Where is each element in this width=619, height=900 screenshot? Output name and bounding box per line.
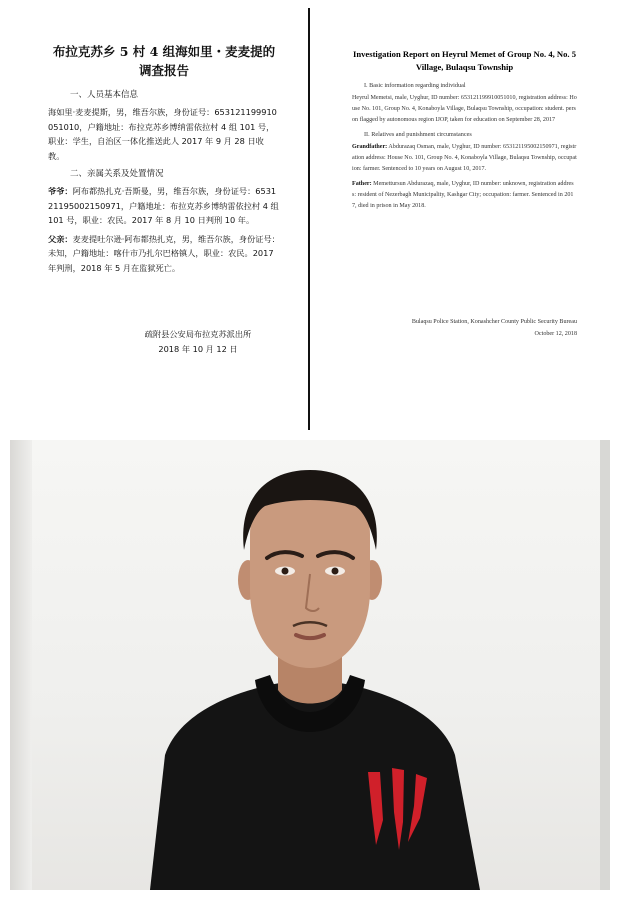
english-section-2-heading: II. Relatives and punishment circumstances <box>364 131 472 138</box>
english-father-paragraph <box>352 179 577 212</box>
english-person-paragraph: Heyrul Memetsi, male, Uyghur, ID number: 653121199910051010, registration address: House No. 101, Group No. 4, Konaboyla Village, Bulaqsu Township, occupation: student. person flagged by autonomous region IJOP, taken for education on September 28, 2017 <box>352 95 577 123</box>
chinese-grandfather-paragraph <box>48 184 280 228</box>
english-section-1-heading: I. Basic information regarding individual <box>364 82 466 89</box>
chinese-father-label: 父亲： <box>48 233 73 244</box>
portrait-photo <box>10 440 610 890</box>
chinese-section-2-heading: 二、亲属关系及处置情况 <box>70 169 164 179</box>
chinese-report-footer <box>48 327 280 356</box>
photo-backdrop-shadow <box>10 440 32 890</box>
english-report-title: Investigation Report on Heyrul Memet of Group No. 4, No. 5 Village, Bulaqsu Township <box>352 49 577 72</box>
chinese-grandfather-text: 阿布都热扎克·吾斯曼，男，维吾尔族，身份证号：653121195002150971，户籍地址：布拉克苏乡博纳雷依拉村 4 组 101 号，职业：农民。2017 年 8 月 10 日判刑 10 年。 <box>48 186 279 225</box>
chinese-person-paragraph: 海如里·麦麦提斯，男，维吾尔族，身份证号：653121199910051010，户籍地址：布拉克苏乡博纳雷依拉村 4 组 101 号，职业：学生，自治区一体化推送此人 2017 年 9 月 28 日收教。 <box>48 107 277 161</box>
english-grandfather-text: Abdurazaq Osman, male, Uyghur, ID number: 653121195002150971, registration address: House No. 101, Group No. 4, Konaboyla Village, Bulaqsu Township, occupation: farmer. Sentenced to 10 years on August 10, 2017. <box>352 144 577 172</box>
english-father-text: Memettursun Abdurazaq, male, Uyghur, ID number: unknown, registration address: resident of Nezerbagh Municipality, Kashgar City; occupation: farmer. Sentenced in 2017, died in prison in May 2018. <box>352 181 574 209</box>
photo-backdrop-edge <box>600 440 610 890</box>
english-grandfather-paragraph <box>352 142 577 175</box>
chinese-section-1-heading: 一、人员基本信息 <box>70 90 139 100</box>
english-report-footer <box>352 316 577 340</box>
person-illustration <box>10 440 610 890</box>
page-divider <box>308 8 310 430</box>
chinese-report-title: 布拉克苏乡 5 村 4 组海如里・麦麦提的调查报告 <box>52 44 276 78</box>
chinese-report-page <box>48 42 280 279</box>
english-report-page <box>352 48 577 216</box>
chinese-footer-date: 2018 年 10 月 12 日 <box>158 343 238 354</box>
english-grandfather-label: Grandfather: <box>352 144 388 150</box>
english-footer-organization: Bulaqsu Police Station, Konashcher County Public Security Bureau <box>411 319 577 325</box>
chinese-father-paragraph <box>48 232 280 276</box>
chinese-footer-organization: 疏附县公安局布拉克苏派出所 <box>144 329 252 339</box>
english-footer-date: October 12, 2018 <box>534 331 577 337</box>
chinese-grandfather-label: 爷爷： <box>48 186 73 196</box>
chinese-father-text: 麦麦提吐尔逊·阿布都热扎克，男，维吾尔族，身份证号：未知，户籍地址：喀什市乃扎尔巴格镇人，职业：农民。2017 年判刑，2018 年 5 月在监狱死亡。 <box>48 233 280 273</box>
document-scan <box>0 0 619 430</box>
english-father-label: Father: <box>352 181 372 187</box>
